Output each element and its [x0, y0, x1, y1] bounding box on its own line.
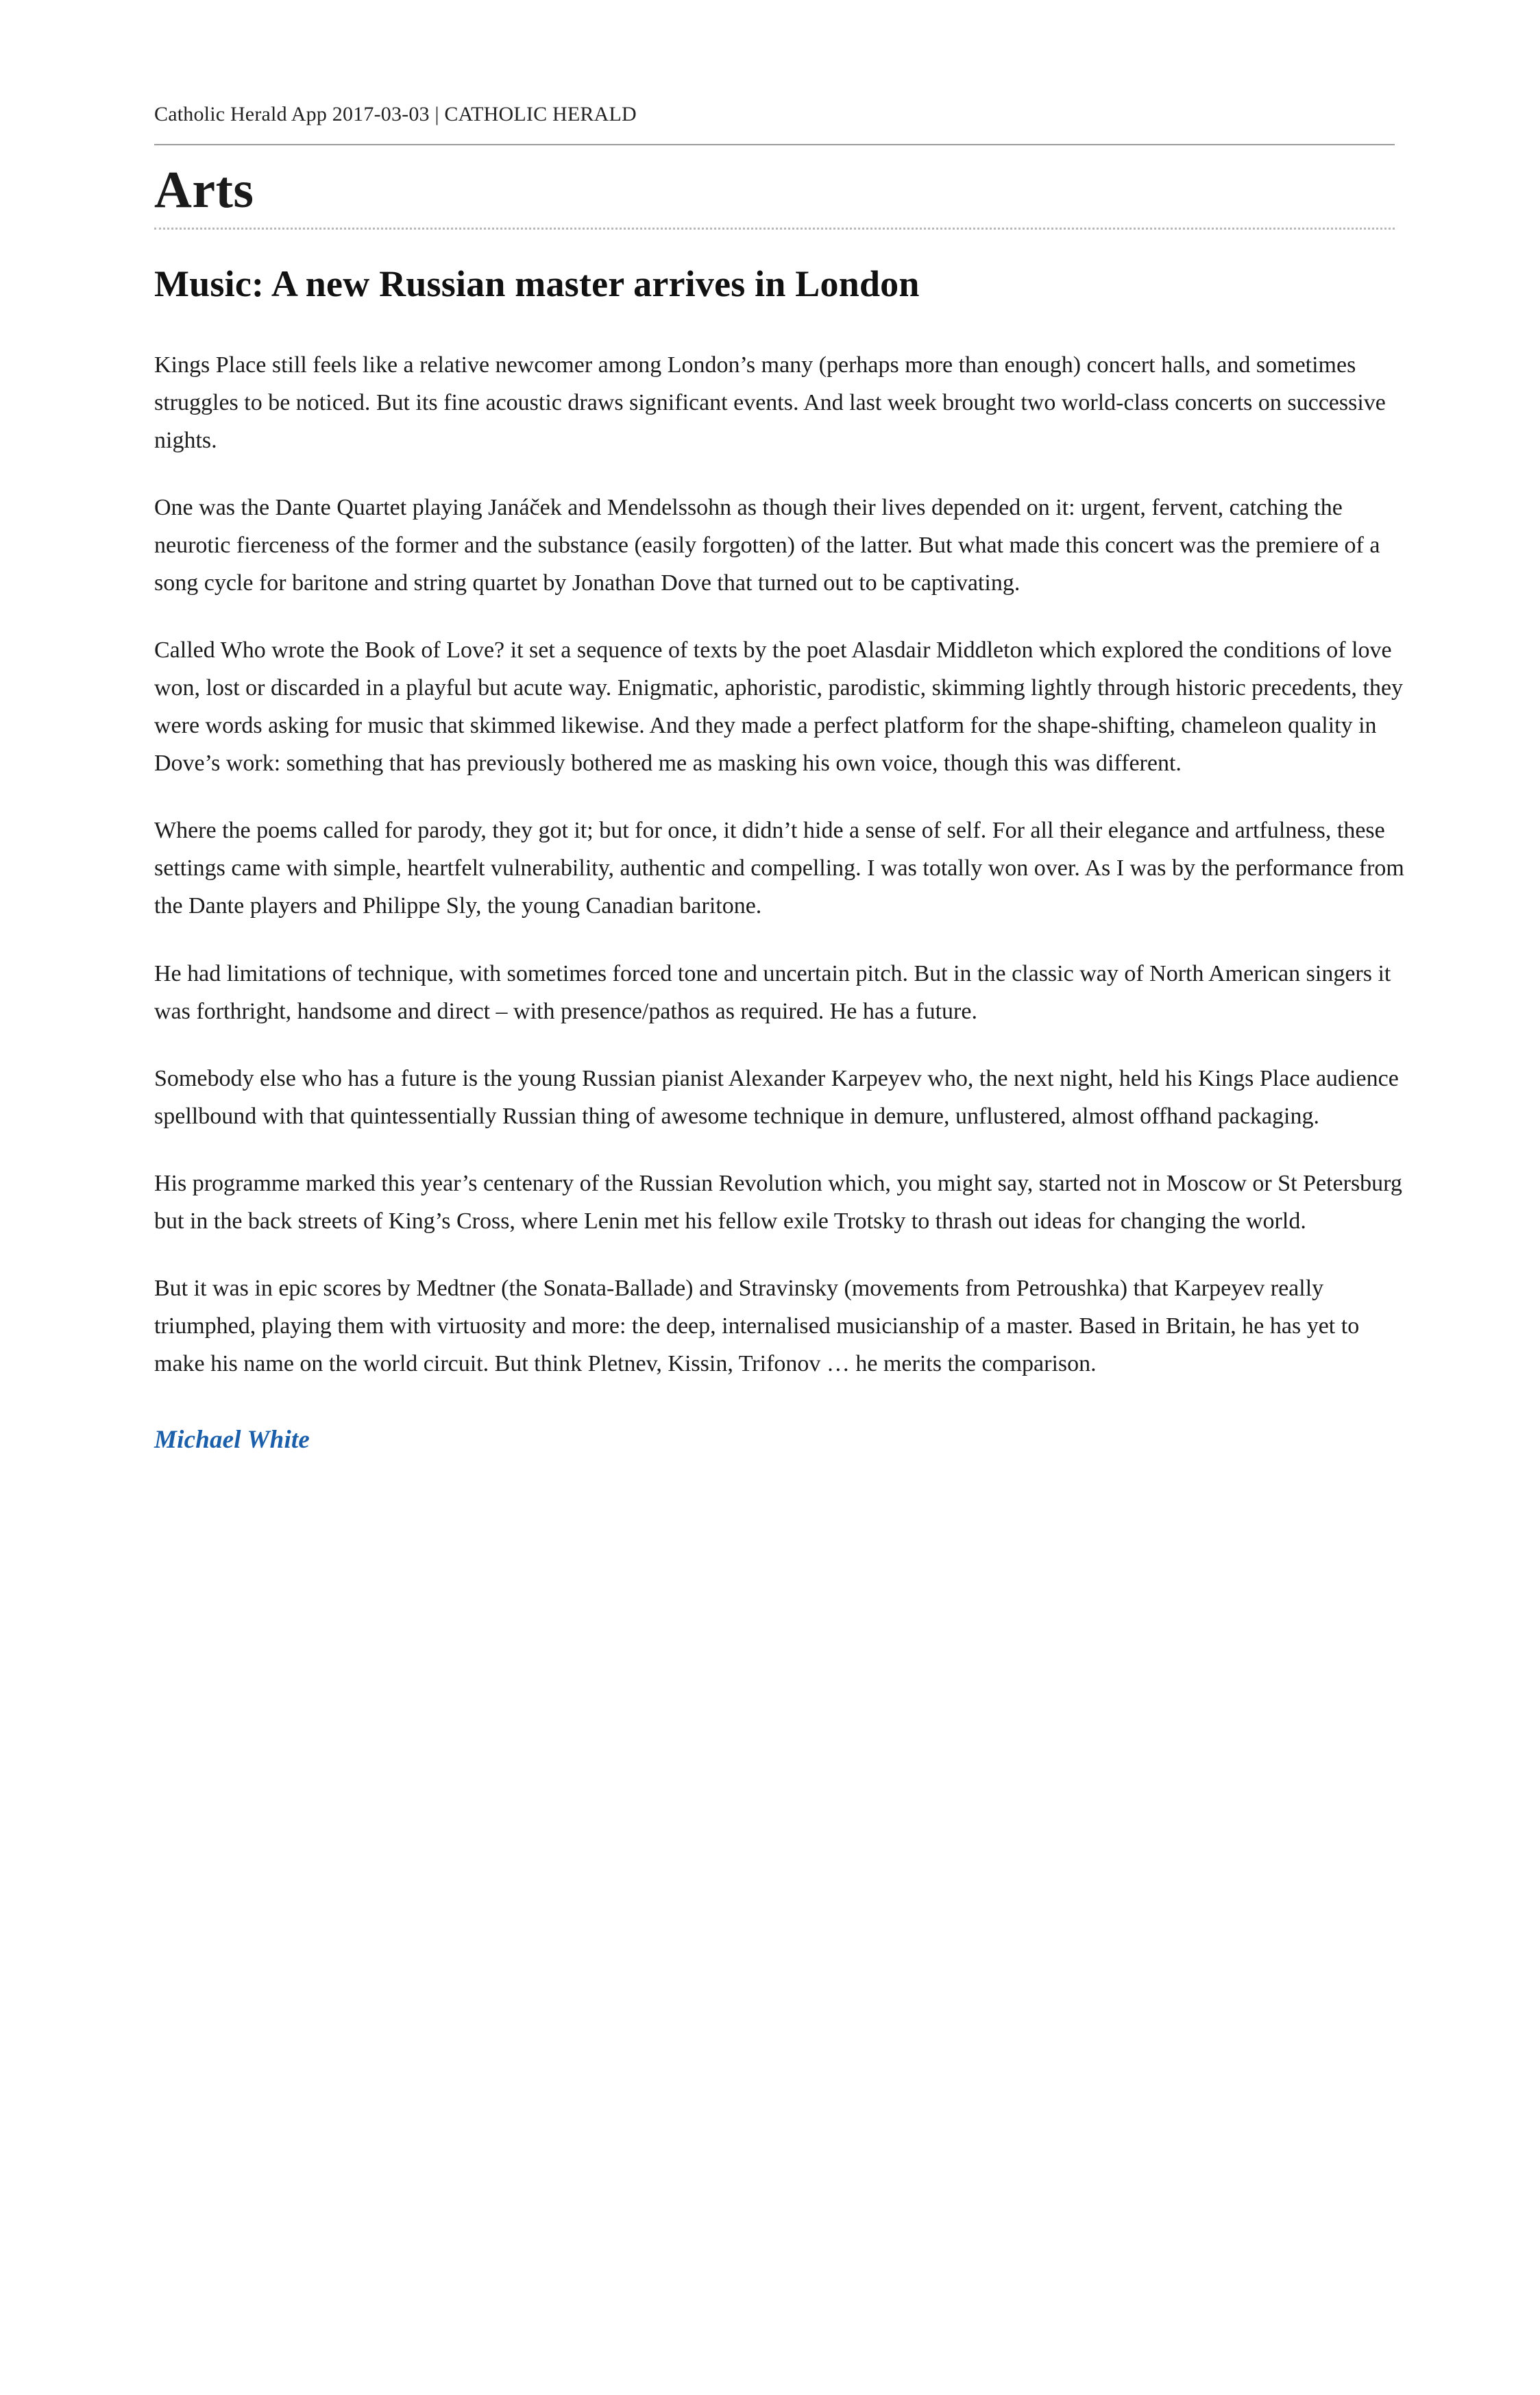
paragraph: Where the poems called for parody, they got it; but for once, it didn’t hide a sense of self. For all their elegance and artfulness, these settings came with simple, heartfelt vulnerability, authentic and compelling. I was totally won over. As I was by the performance from the Dante players and Philippe Sly, the young Canadian baritone.	[154, 818, 1404, 919]
paragraph: Kings Place still feels like a relative newcomer among London’s many (perhaps more than enough) concert halls, and sometimes struggles to be noticed. But its fine acoustic draws significant events. And last week brought two world-class concerts on successive nights.	[154, 352, 1386, 453]
paragraph: One was the Dante Quartet playing Janáček and Mendelssohn as though their lives depended on it: urgent, fervent, catching the neurotic fierceness of the former and the substance (easily forgotten) of the latter. But what made this concert was the premiere of a song cycle for baritone and string quartet by Jonathan Dove that turned out to be captivating.	[154, 494, 1380, 596]
article-headline: Music: A new Russian master arrives in London	[154, 263, 920, 304]
section-divider	[154, 228, 1395, 230]
paragraph: But it was in epic scores by Medtner (the Sonata-Ballade) and Stravinsky (movements from Petroushka) that Karpeyev really triumphed, playing them with virtuosity and more: the deep, internalised musicianship of a master. Based in Britain, he has yet to make his name on the world circuit. But think Pletnev, Kissin, Trifonov … he merits the comparison.	[154, 1276, 1360, 1377]
article-body	[154, 346, 1403, 1383]
paragraph: Called Who wrote the Book of Love? it set a sequence of texts by the poet Alasdair Middleton which explored the conditions of love won, lost or discarded in a playful but acute way. Enigmatic, aphoristic, parodistic, skimming lightly through historic precedents, they were words asking for music that skimmed likewise. And they made a perfect platform for the shape-shifting, chameleon quality in Dove’s work: something that has previously bothered me as masking his own voice, though this was different.	[154, 637, 1404, 777]
article-byline: Michael White	[154, 1426, 310, 1455]
paragraph: His programme marked this year’s centenary of the Russian Revolution which, you might say, started not in Moscow or St Petersburg but in the back streets of King’s Cross, where Lenin met his fellow exile Trotsky to thrash out ideas for changing the world.	[154, 1170, 1402, 1234]
paragraph: Somebody else who has a future is the young Russian pianist Alexander Karpeyev who, the next night, held his Kings Place audience spellbound with that quintessentially Russian thing of awesome technique in demure, unflustered, almost offhand packaging.	[154, 1065, 1399, 1129]
paragraph: He had limitations of technique, with sometimes forced tone and uncertain pitch. But in the classic way of North American singers it was forthright, handsome and direct – with presence/pathos as required. He has a future.	[154, 960, 1391, 1024]
running-head: Catholic Herald App 2017-03-03 | CATHOLIC HERALD	[154, 103, 1395, 145]
section-title: Arts	[154, 161, 254, 219]
